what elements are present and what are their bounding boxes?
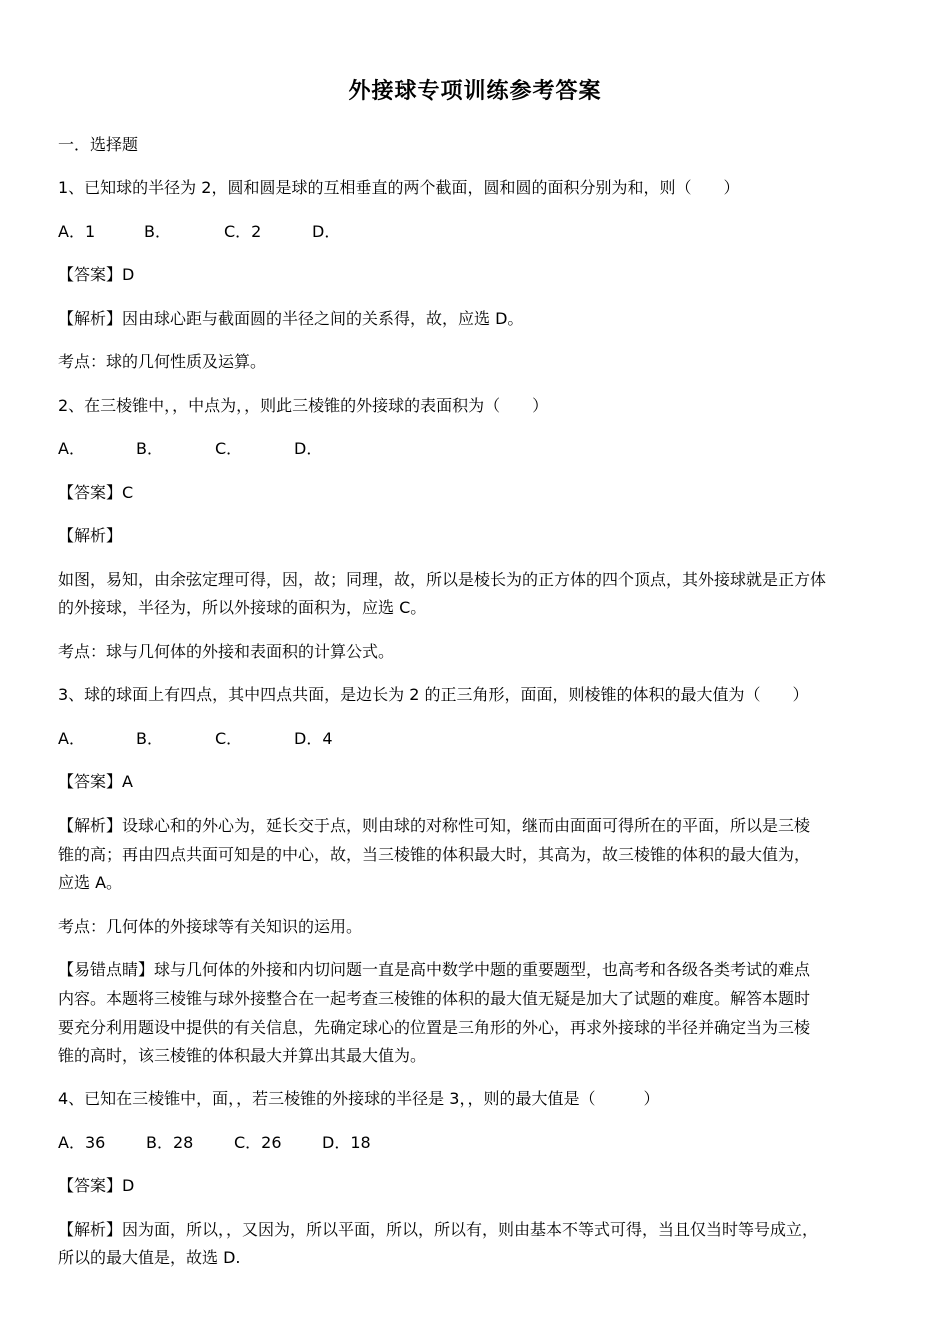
q3-analysis-line-2: 锥的高；再由四点共面可知是的中心，故，当三棱锥的体积最大时，其高为，故三棱锥的体积的最大值为，	[58, 845, 811, 864]
q3-answer: 【答案】A	[58, 772, 133, 791]
q2-stem: 2、在三棱锥中，，中点为，，则此三棱锥的外接球的表面积为（ ）	[58, 396, 549, 415]
q2-option-c: C．	[215, 439, 243, 458]
q1-option-c: C．2	[224, 222, 262, 241]
q2-analysis-heading: 【解析】	[58, 526, 123, 545]
q2-option-b: B．	[136, 439, 163, 458]
q2-kaodian: 考点：球与几何体的外接和表面积的计算公式。	[58, 642, 395, 661]
q3-option-c: C．	[215, 729, 243, 748]
q4-option-c: C．26	[234, 1133, 282, 1152]
q4-analysis-line-1: 【解析】因为面，所以，，又因为，所以平面，所以，所以有，则由基本不等式可得，当且仅当时等号成立，	[58, 1220, 819, 1239]
q1-analysis: 【解析】因由球心距与截面圆的半径之间的关系得，故，应选 D。	[58, 309, 524, 328]
q3-tip-line-4: 锥的高时，该三棱锥的体积最大并算出其最大值为。	[58, 1046, 427, 1065]
q4-option-b: B．28	[146, 1133, 194, 1152]
q2-answer: 【答案】C	[58, 483, 134, 502]
q4-option-d: D．18	[322, 1133, 371, 1152]
q3-analysis-line-1: 【解析】设球心和的外心为，延长交于点，则由球的对称性可知，继而由面面可得所在的平面，所以是三棱	[58, 816, 811, 835]
q3-tip-line-1: 【易错点睛】球与几何体的外接和内切问题一直是高中数学中题的重要题型，也高考和各级各类考试的难点	[58, 960, 811, 979]
q4-options	[58, 1132, 371, 1154]
q3-analysis-line-3: 应选 A。	[58, 873, 123, 892]
q1-option-b: B．	[144, 222, 171, 241]
q3-kaodian: 考点：几何体的外接球等有关知识的运用。	[58, 917, 363, 936]
q3-option-b: B．	[136, 729, 163, 748]
q3-stem: 3、球的球面上有四点，其中四点共面，是边长为 2 的正三角形，面面，则棱锥的体积的最大值为（ ）	[58, 685, 809, 704]
q4-answer: 【答案】D	[58, 1176, 135, 1195]
q2-option-d: D．	[294, 439, 323, 458]
q3-option-a: A．	[58, 729, 85, 748]
q2-options	[58, 438, 322, 460]
q1-stem: 1、已知球的半径为 2，圆和圆是球的互相垂直的两个截面，圆和圆的面积分别为和，则（ ）	[58, 178, 740, 197]
q2-analysis-line-2: 的外接球，半径为，所以外接球的面积为，应选 C。	[58, 598, 427, 617]
q3-options	[58, 728, 333, 750]
q1-kaodian: 考点：球的几何性质及运算。	[58, 352, 267, 371]
q2-analysis-line-1: 如图，易知，由余弦定理可得，因，故；同理，故，所以是棱长为的正方体的四个顶点，其外接球就是正方体	[58, 570, 827, 589]
q4-analysis-line-2: 所以的最大值是，故选 D.	[58, 1248, 241, 1267]
q3-option-d: D．4	[294, 729, 333, 748]
q2-option-a: A．	[58, 439, 85, 458]
q4-stem: 4、已知在三棱锥中，面，，若三棱锥的外接球的半径是 3，，则的最大值是（ ）	[58, 1089, 660, 1108]
q1-answer: 【答案】D	[58, 265, 135, 284]
q1-option-d: D．	[312, 222, 341, 241]
q3-tip-line-2: 内容。本题将三棱锥与球外接整合在一起考查三棱锥的体积的最大值无疑是加大了试题的难度。解答本题时	[58, 989, 811, 1008]
page-title: 外接球专项训练参考答案	[348, 79, 602, 104]
q3-tip-line-3: 要充分利用题设中提供的有关信息，先确定球心的位置是三角形的外心，再求外接球的半径并确定当为三棱	[58, 1018, 811, 1037]
q1-option-a: A．1	[58, 222, 96, 241]
q1-options	[58, 221, 340, 243]
q4-option-a: A．36	[58, 1133, 106, 1152]
section-heading: 一．选择题	[58, 135, 139, 154]
